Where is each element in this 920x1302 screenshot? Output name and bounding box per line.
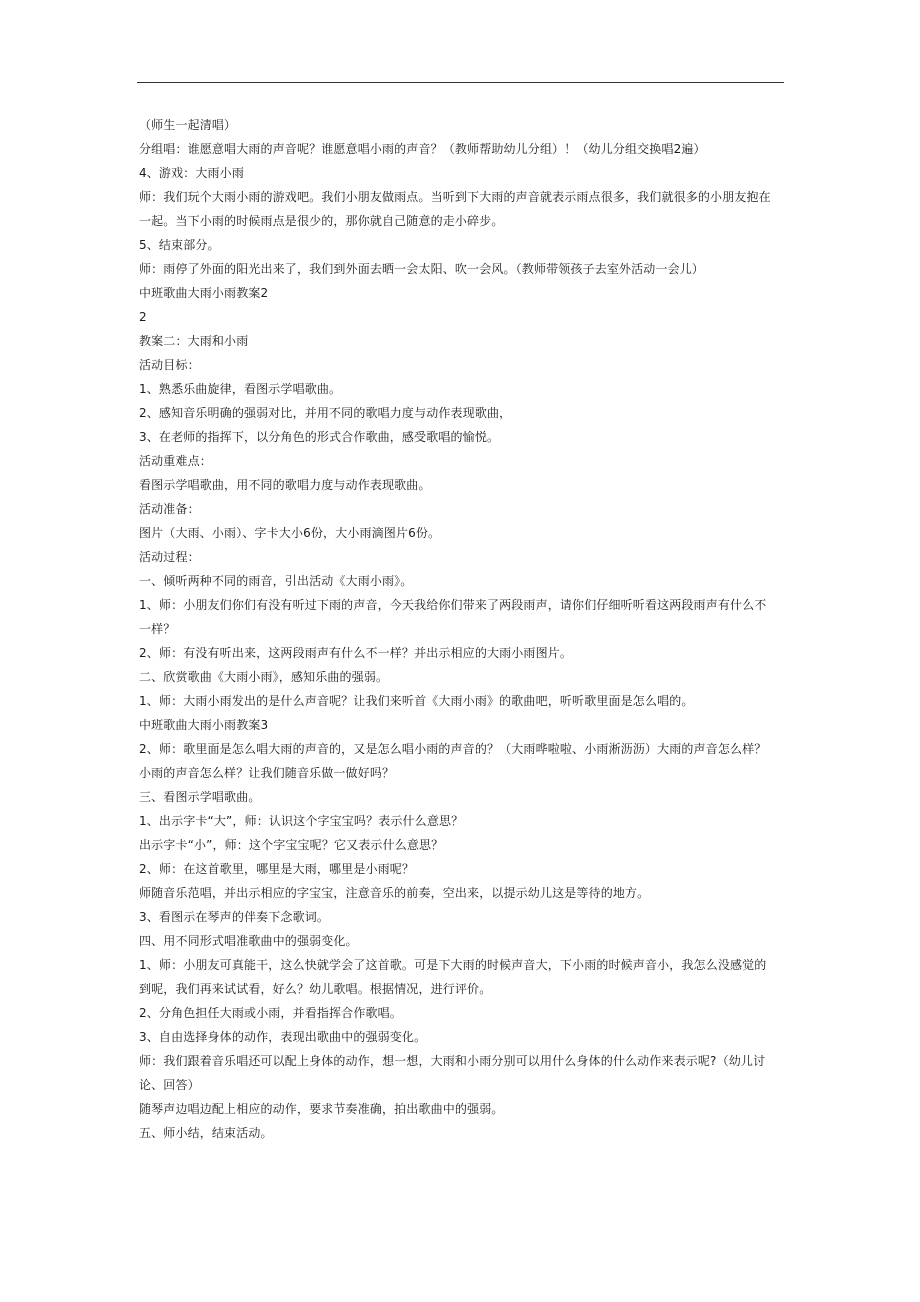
text-line: 论、回答）: [139, 1078, 200, 1092]
text-line: 2、分角色担任大雨或小雨，并看指挥合作歌唱。: [139, 1006, 402, 1020]
text-line: 到呢，我们再来试试看，好么？幼儿歌唱。根据情况，进行评价。: [139, 982, 492, 996]
text-line: 师：我们玩个大雨小雨的游戏吧。我们小朋友做雨点。当听到下大雨的声音就表示雨点很多，我们就很多的小朋友抱在: [139, 190, 771, 204]
header-rule: [137, 82, 784, 83]
text-line: 小雨的声音怎么样？让我们随音乐做一做好吗？: [139, 766, 395, 780]
text-line: 3、看图示在琴声的伴奏下念歌词。: [139, 910, 330, 924]
text-line: 一、倾听两种不同的雨音，引出活动《大雨小雨》。: [139, 574, 413, 588]
text-line: 1、师：小朋友们你们有没有听过下雨的声音，今天我给你们带来了两段雨声，请你们仔细听听看这两段雨声有什么不: [139, 598, 767, 612]
text-line: 1、师：小朋友可真能干，这么快就学会了这首歌。可是下大雨的时候声音大，下小雨的时候声音小，我怎么没感觉的: [139, 958, 767, 972]
section-title: 中班歌曲大雨小雨教案2: [139, 286, 269, 300]
text-line: （师生一起清唱）: [139, 118, 237, 132]
text-line: 1、出示字卡“大”，师：认识这个字宝宝吗？表示什么意思？: [139, 814, 464, 828]
text-line: 随琴声边唱边配上相应的动作，要求节奏准确，拍出歌曲中的强弱。: [139, 1102, 504, 1116]
text-line: 2、师：歌里面是怎么唱大雨的声音的，又是怎么唱小雨的声音的？（大雨哗啦啦、小雨淅沥沥）大雨的声音怎么样？: [139, 742, 767, 756]
text-line: 看图示学唱歌曲，用不同的歌唱力度与动作表现歌曲。: [139, 478, 431, 492]
text-line: 二、欣赏歌曲《大雨小雨》，感知乐曲的强弱。: [139, 670, 389, 684]
text-line: 三、看图示学唱歌曲。: [139, 790, 261, 804]
section-title: 中班歌曲大雨小雨教案3: [139, 718, 269, 732]
text-line: 2、感知音乐明确的强弱对比，并用不同的歌唱力度与动作表现歌曲，: [139, 406, 512, 420]
text-line: 师随音乐范唱，并出示相应的字宝宝，注意音乐的前奏，空出来，以提示幼儿这是等待的地方。: [139, 886, 650, 900]
text-line: 出示字卡“小”，师：这个字宝宝呢？它又表示什么意思？: [139, 838, 444, 852]
text-line: 四、用不同形式唱准歌曲中的强弱变化。: [139, 934, 358, 948]
text-line: 活动重难点：: [139, 454, 212, 468]
text-line: 师：我们跟着音乐唱还可以配上身体的动作，想一想，大雨和小雨分别可以用什么身体的什么动作来表示呢?（幼儿讨: [139, 1054, 766, 1068]
text-line: 活动准备：: [139, 502, 200, 516]
text-line: 一起。当下小雨的时候雨点是很少的，那你就自己随意的走小碎步。: [139, 214, 504, 228]
text-line: 活动目标：: [139, 358, 200, 372]
text-line: 2、师：在这首歌里，哪里是大雨，哪里是小雨呢？: [139, 862, 415, 876]
text-line: 3、在老师的指挥下，以分角色的形式合作歌曲，感受歌唱的愉悦。: [139, 430, 500, 444]
text-line: 3、自由选择身体的动作，表现出歌曲中的强弱变化。: [139, 1030, 427, 1044]
text-line: 4、游戏：大雨小雨: [139, 166, 244, 180]
text-line: 一样？: [139, 622, 176, 636]
text-line: 2: [139, 310, 147, 324]
text-line: 2、师：有没有听出来，这两段雨声有什么不一样？并出示相应的大雨小雨图片。: [139, 646, 573, 660]
text-line: 图片（大雨、小雨）、字卡大小6份，大小雨滴图片6份。: [139, 526, 441, 540]
text-line: 教案二：大雨和小雨: [139, 334, 249, 348]
text-line: 1、师：大雨小雨发出的是什么声音呢？让我们来听首《大雨小雨》的歌曲吧，听听歌里面是怎么唱的。: [139, 694, 694, 708]
document-body: [139, 113, 784, 1145]
text-line: 5、结束部分。: [139, 238, 220, 252]
text-line: 分组唱：谁愿意唱大雨的声音呢？谁愿意唱小雨的声音？（教师帮助幼儿分组）！（幼儿分组交换唱2遍）: [139, 142, 706, 156]
text-line: 五、师小结，结束活动。: [139, 1126, 273, 1140]
text-line: 师：雨停了外面的阳光出来了，我们到外面去晒一会太阳、吹一会风。（教师带领孩子去室外活动一会儿）: [139, 262, 705, 276]
text-line: 活动过程：: [139, 550, 200, 564]
text-line: 1、熟悉乐曲旋律，看图示学唱歌曲。: [139, 382, 342, 396]
